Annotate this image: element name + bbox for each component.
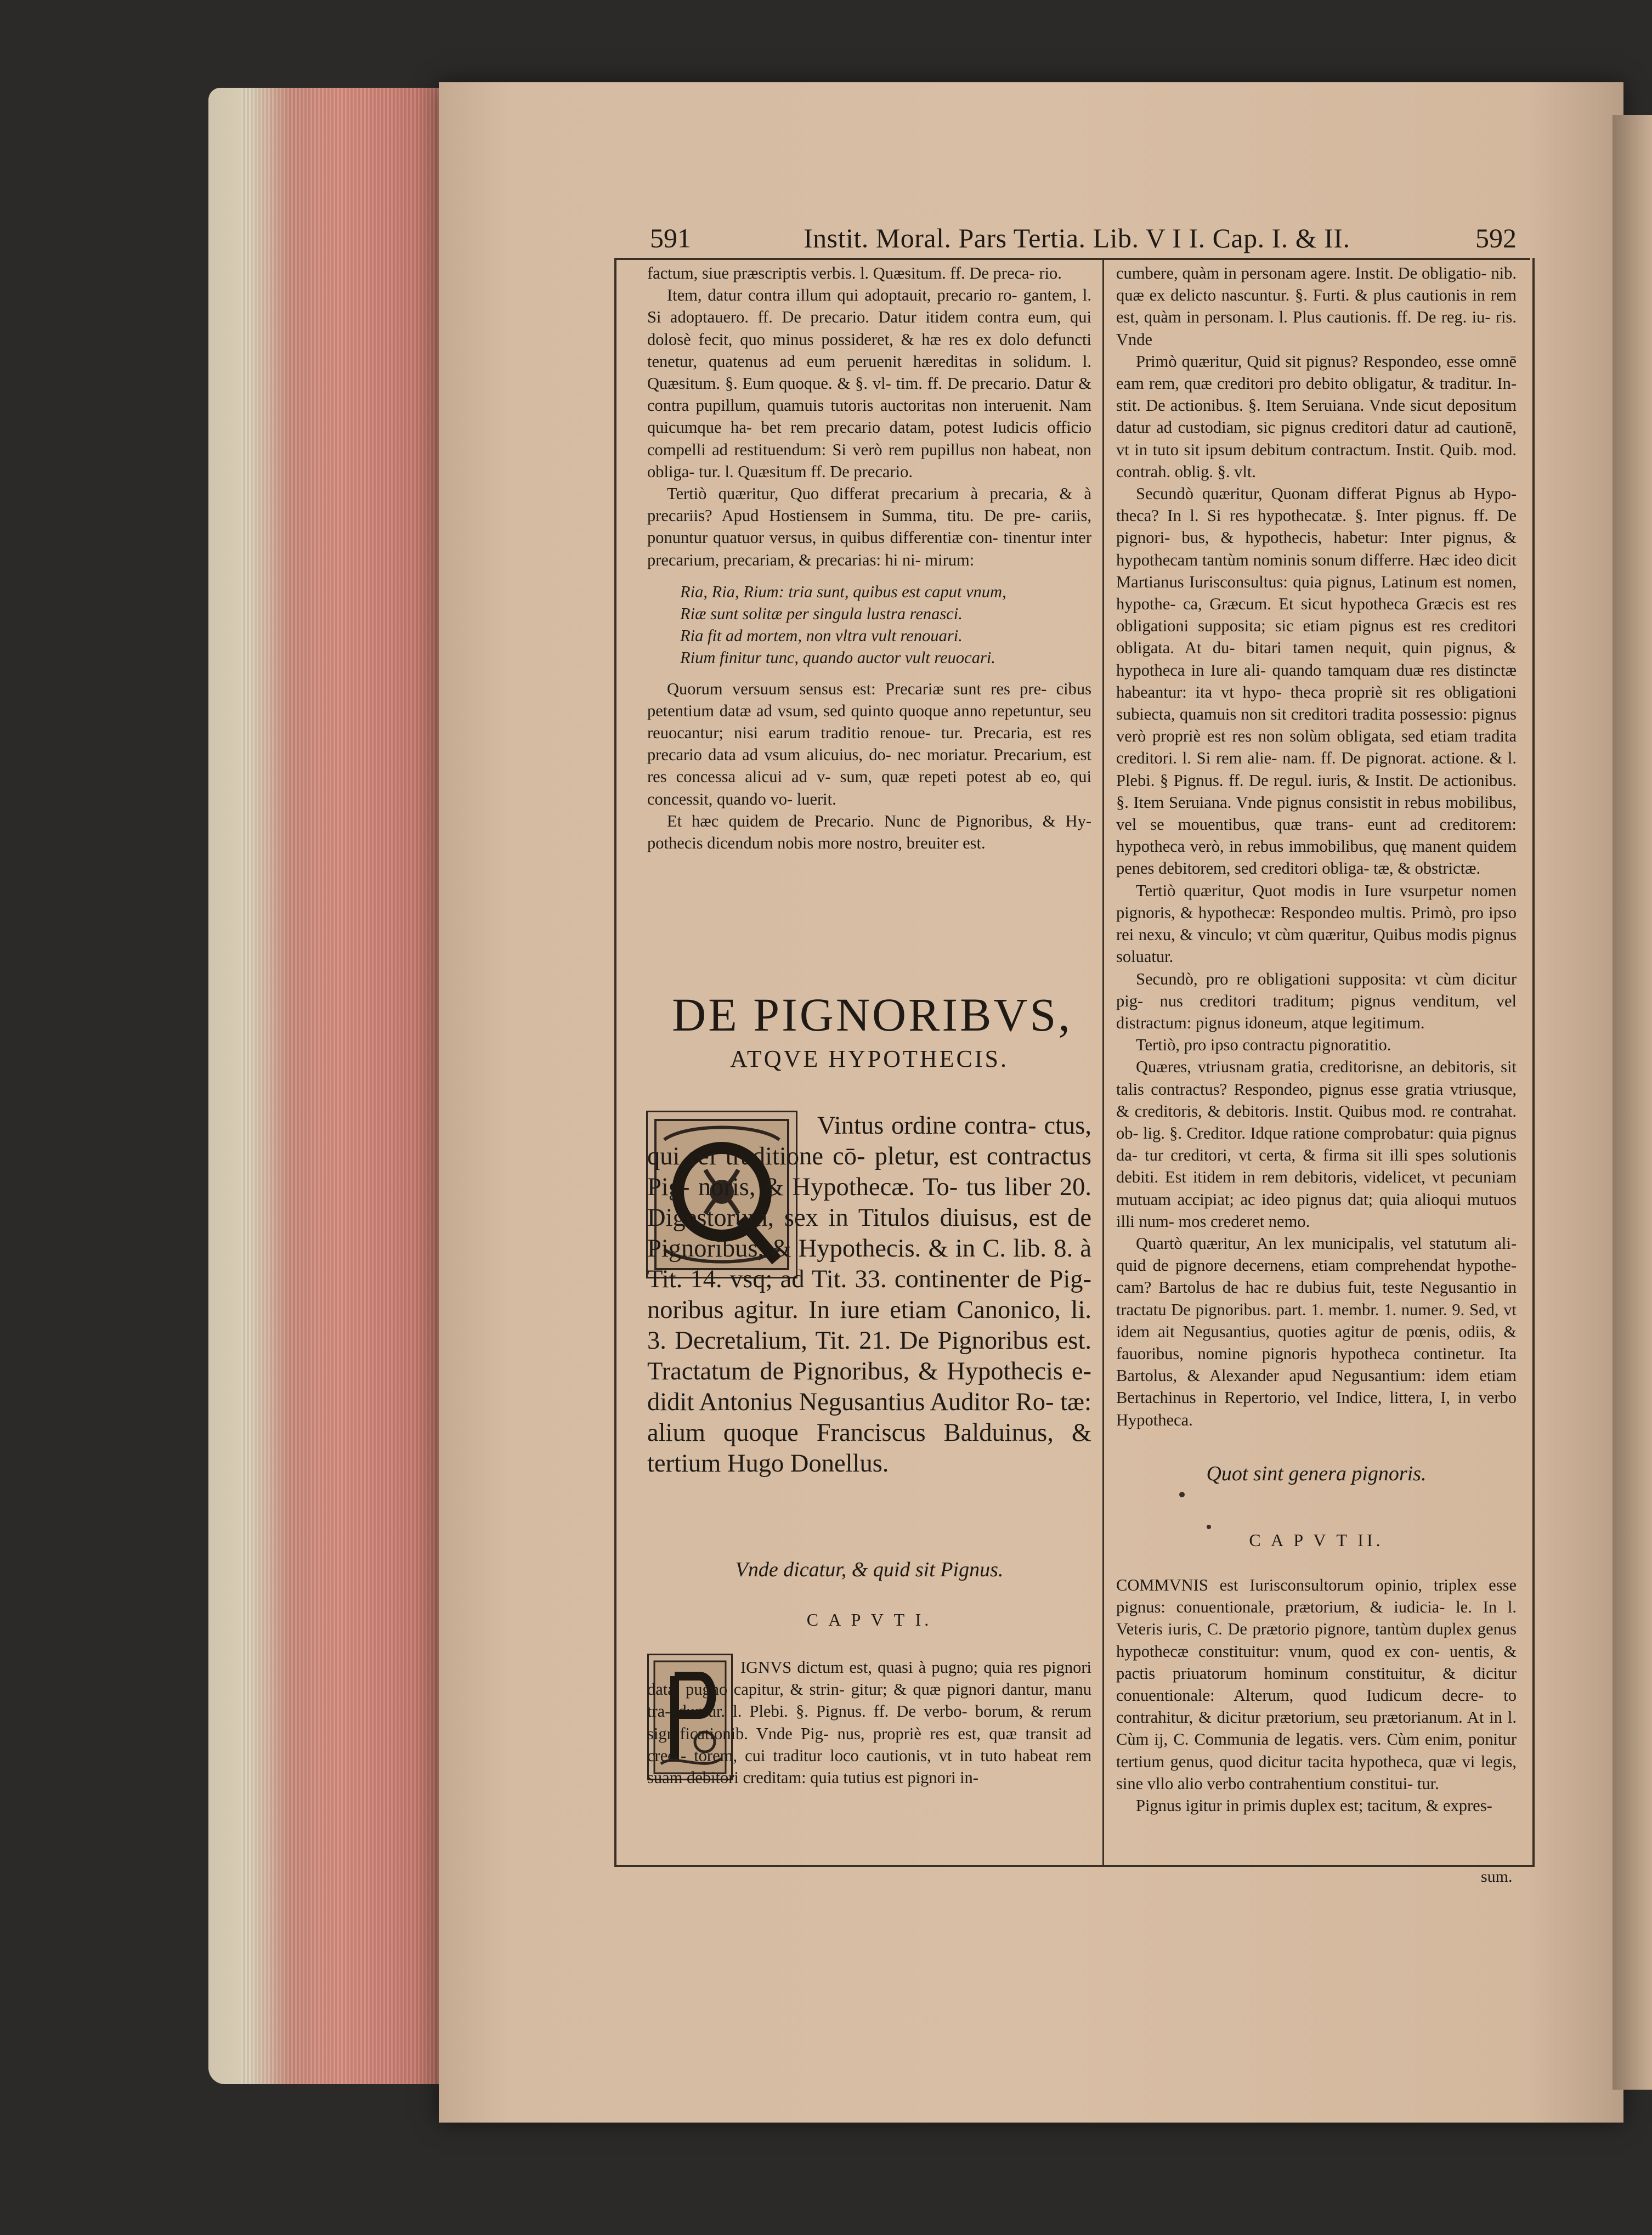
column-divider (1102, 258, 1104, 1865)
chapter1-heading: Vnde dicatur, & quid sit Pignus. (735, 1558, 1004, 1581)
chapter2-heading: Quot sint genera pignoris. (1206, 1462, 1427, 1485)
verse-line: Ria fit ad mortem, non vltra vult renouari. (680, 626, 963, 646)
paragraph: Secundò, pro re obligationi supposita: vt cùm dicitur pig- nus creditori traditum; pignus venditum, vel distractum: pignus idoneum, atque legitimum. (1116, 969, 1517, 1032)
left-page-number: 591 (650, 223, 691, 253)
verse-line: Riæ sunt solitæ per singula lustra renasci. (680, 604, 963, 624)
verse-line: Ria, Ria, Rium: tria sunt, quibus est caput vnum, (680, 582, 1006, 601)
catchword: sum. (1481, 1868, 1513, 1886)
paragraph: Secundò quæritur, Quonam differat Pignus ab Hypo- theca? In l. Si res hypothecatæ. §. Inter pignus. ff. De pignori- bus, & hypothecis, habetur: Inter pignus, & hypothecam tantùm nominis sonum differre. Hæc ideo dicit Martianus Iurisconsultus: quia pignus, Latinum est nomen, hypothe- ca, Græcum. Et sicut hypotheca Græcis est res obligationi supposita; sic etiam pignus est res creditori obligata. At du- bitari tamen nequit, quin pignus, & hypotheca in Iure ali- quando tamquam duæ res distinctæ habeantur: ita vt hypo- theca propriè sit res obligationi subiecta, quamuis non sit creditori tradita possessio: pignus verò propriè est res non solùm obligata, sed etiam tradita creditori. l. Si rem alie- nam. ff. De pignorat. actione. & l. Plebi. § Pignus. ff. De regul. iuris, & Instit. De actionibus. §. Item Seruiana. Vnde pignus consistit in rebus mobilibus, vel se mouentibus, quæ trans- eunt ad creditorem: hypotheca verò, in rebus immobilibus, quę manent quidem penes debitorem, sed creditori obliga- tæ, & obstrictæ. (1116, 484, 1517, 878)
paragraph: Item, datur contra illum qui adoptauit, precario ro- gantem, l. Si adoptauero. ff. De precario. Datur itidem contra eum, qui dolosè fecit, quo minus possideret, & hæ res ex dolo defuncti tenetur, quatenus ad eum peruenit hæreditas in solidum. l. Quæsitum. §. Eum quoque. & §. vl- tim. ff. De precario. Datur & contra pupillum, quamuis tutoris auctoritas non interuenit. Nam quicumque ha- bet rem precario datam, potest Iudicis officio compelli ad restituendum: Si verò rem pupillus non habeat, non obliga- tur. l. Quæsitum ff. De precario. (647, 286, 1091, 481)
right-column (1116, 262, 1517, 1431)
book-fore-edge (208, 88, 450, 2084)
paragraph: Pignus igitur in primis duplex est; tacitum, & expres- (1136, 1796, 1492, 1815)
ink-speck (1207, 1525, 1211, 1529)
section-subtitle: ATQVE HYPOTHECIS. (730, 1045, 1009, 1072)
paragraph: COMMVNIS est Iurisconsultorum opinio, triplex esse pignus: conuentionale, prætorium, & iudicia- le. In l. Veteris iuris, C. De prætorio pignore, tantùm duplex genus hypothecæ constituitur: vnum, quod ex con- uentis, & pactis priuatorum hominum constituitur, & dicitur conuentionale: Alterum, quod Iudicum decre- to contrahitur, & dicitur prætorium, seu prætorianum. At in l. Cùm ij, C. Communia de legatis. vers. Cùm enim, ponitur tertium genus, quod dicitur tacita hypotheca, quæ vi legis, sine vllo alio verbo contrahentium constitui- tur. (1116, 1576, 1517, 1793)
verse-line: Rium finitur tunc, quando auctor vult reuocari. (680, 648, 995, 667)
right-page-number: 592 (1475, 223, 1517, 253)
paragraph: Tertiò, pro ipso contractu pignoratitio. (1136, 1036, 1391, 1055)
paragraph: Quæres, vtriusnam gratia, creditorisne, an debitoris, sit talis contractus? Respondeo, pignus esse gratia vtriusque, & creditoris, & debitoris. Instit. Quibus mod. re contrahat. ob- lig. §. Creditor. Idque ratione comprobatur: quia pignus da- tur creditori, vt certa, & firma sit illi spes solutionis debiti. Est itidem in rem debitoris, videlicet, vt pecuniam mutuam accipiat; ac ideo pignus dat; quia alioqui mutuos illi num- mos crederet nemo. (1116, 1057, 1517, 1231)
paragraph: factum, siue præscriptis verbis. l. Quæsitum. ff. De preca- rio. (647, 264, 1062, 282)
running-head-title: Instit. Moral. Pars Tertia. Lib. V I I. Cap. I. & II. (804, 223, 1350, 253)
paragraph: Tertiò quæritur, Quo differat precarium à precaria, & à precariis? Apud Hostiensem in Summa, titu. De pre- cariis, ponuntur quatuor versus, in quibus differentiæ con- tinentur inter precarium, precariam, & precarias: hi ni- mirum: (647, 484, 1091, 569)
paragraph: Quorum versuum sensus est: Precariæ sunt res pre- cibus petentium datæ ad vsum, sed quinto quoque anno repetuntur, seu reuocantur; nisi earum traditio renoue- tur. Precaria, est res precario data ad vsum alicuius, do- nec moriatur. Precarium, est res concessa alicui ad v- sum, quæ repeti potest ab eo, qui concessit, quando vo- luerit. (647, 679, 1091, 808)
adjacent-page-edge (1613, 115, 1652, 2090)
ink-speck (1179, 1492, 1185, 1497)
paragraph: Et hæc quidem de Precario. Nunc de Pignoribus, & Hy- pothecis dicendum nobis more nostro, breuiter est. (647, 811, 1091, 853)
left-column-top (647, 262, 1091, 854)
paragraph: Primò quæritur, Quid sit pignus? Respondeo, esse omnē eam rem, quæ creditori pro debito obligatur, & traditur. In- stit. De actionibus. §. Item Seruiana. Vnde sicut depositum datur ad custodiam, sic pignus creditori datur ad cautionē, vt in tuto sit ipsum debitum contractum. Instit. Quib. mod. contrah. oblig. §. vlt. (1116, 352, 1517, 481)
paragraph: Quartò quæritur, An lex municipalis, vel statutum ali- quid de pignore decernens, etiam comprehendat hypothe- cam? Bartolus de hac re dubius fuit, teste Negusantio in tractatu De pignoribus. part. 1. membr. 1. numer. 9. Sed, vt idem ait Negusantius, quoties agitur de pœnis, odiis, & fauoribus, nomine pignoris hypotheca continetur. Ita Bartolus, & Alexander apud Negusantium: idem etiam Bertachinus in Repertorio, vel Indice, littera, I, in verbo Hypotheca. (1116, 1234, 1517, 1429)
paragraph: cumbere, quàm in personam agere. Instit. De obligatio- nib. quæ ex delicto nascuntur. §. Furti. & plus cautionis in rem est, quàm in personam. l. Plus cautionis. ff. De reg. iu- ris. Vnde (1116, 264, 1517, 349)
section-intro-text: Vintus ordine contra- ctus, qui rei traditione cō- pletur, est contractus Pig- noris, & Hypothecæ. To- tus liber 20. Digestorum, sex in Titulos diuisus, est de Pignoribus, & Hypothecis. & in C. lib. 8. à Tit. 14. vsq; ad Tit. 33. continenter de Pig- noribus agitur. In iure etiam Canonico, li. 3. Decretalium, Tit. 21. De Pignoribus est. Tractatum de Pignoribus, & Hypothecis e- didit Antonius Negusantius Auditor Ro- tæ: alium quoque Franciscus Balduinus, & tertium Hugo Donellus. (647, 1112, 1091, 1478)
paragraph: Tertiò quæritur, Quot modis in Iure vsurpetur nomen pignoris, & hypothecæ: Respondeo multis. Primò, pro ipso rei nexu, & vinculo; vt cùm quæritur, Quibus modis pignus soluatur. (1116, 881, 1517, 966)
chapter2-text (1116, 1574, 1517, 1817)
chapter1-caput: C A P V T I. (806, 1610, 932, 1629)
chapter2-caput: C A P V T II. (1249, 1530, 1384, 1550)
chapter1-text: IGNVS dictum est, quasi à pugno; quia res pignori data, pugno capitur, & strin- gitur; & quæ pignori dantur, manu tra- duntur. l. Plebi. §. Pignus. ff. De verbo- borum, & rerum significationib. Vnde Pig- nus, propriè res est, quæ transit ad credi- torem, cui traditur loco cautionis, vt in tuto habeat rem suam debitori creditam: quia tutius est pignori in- (647, 1658, 1091, 1787)
section-title: DE PIGNORIBVS, (672, 988, 1072, 1041)
